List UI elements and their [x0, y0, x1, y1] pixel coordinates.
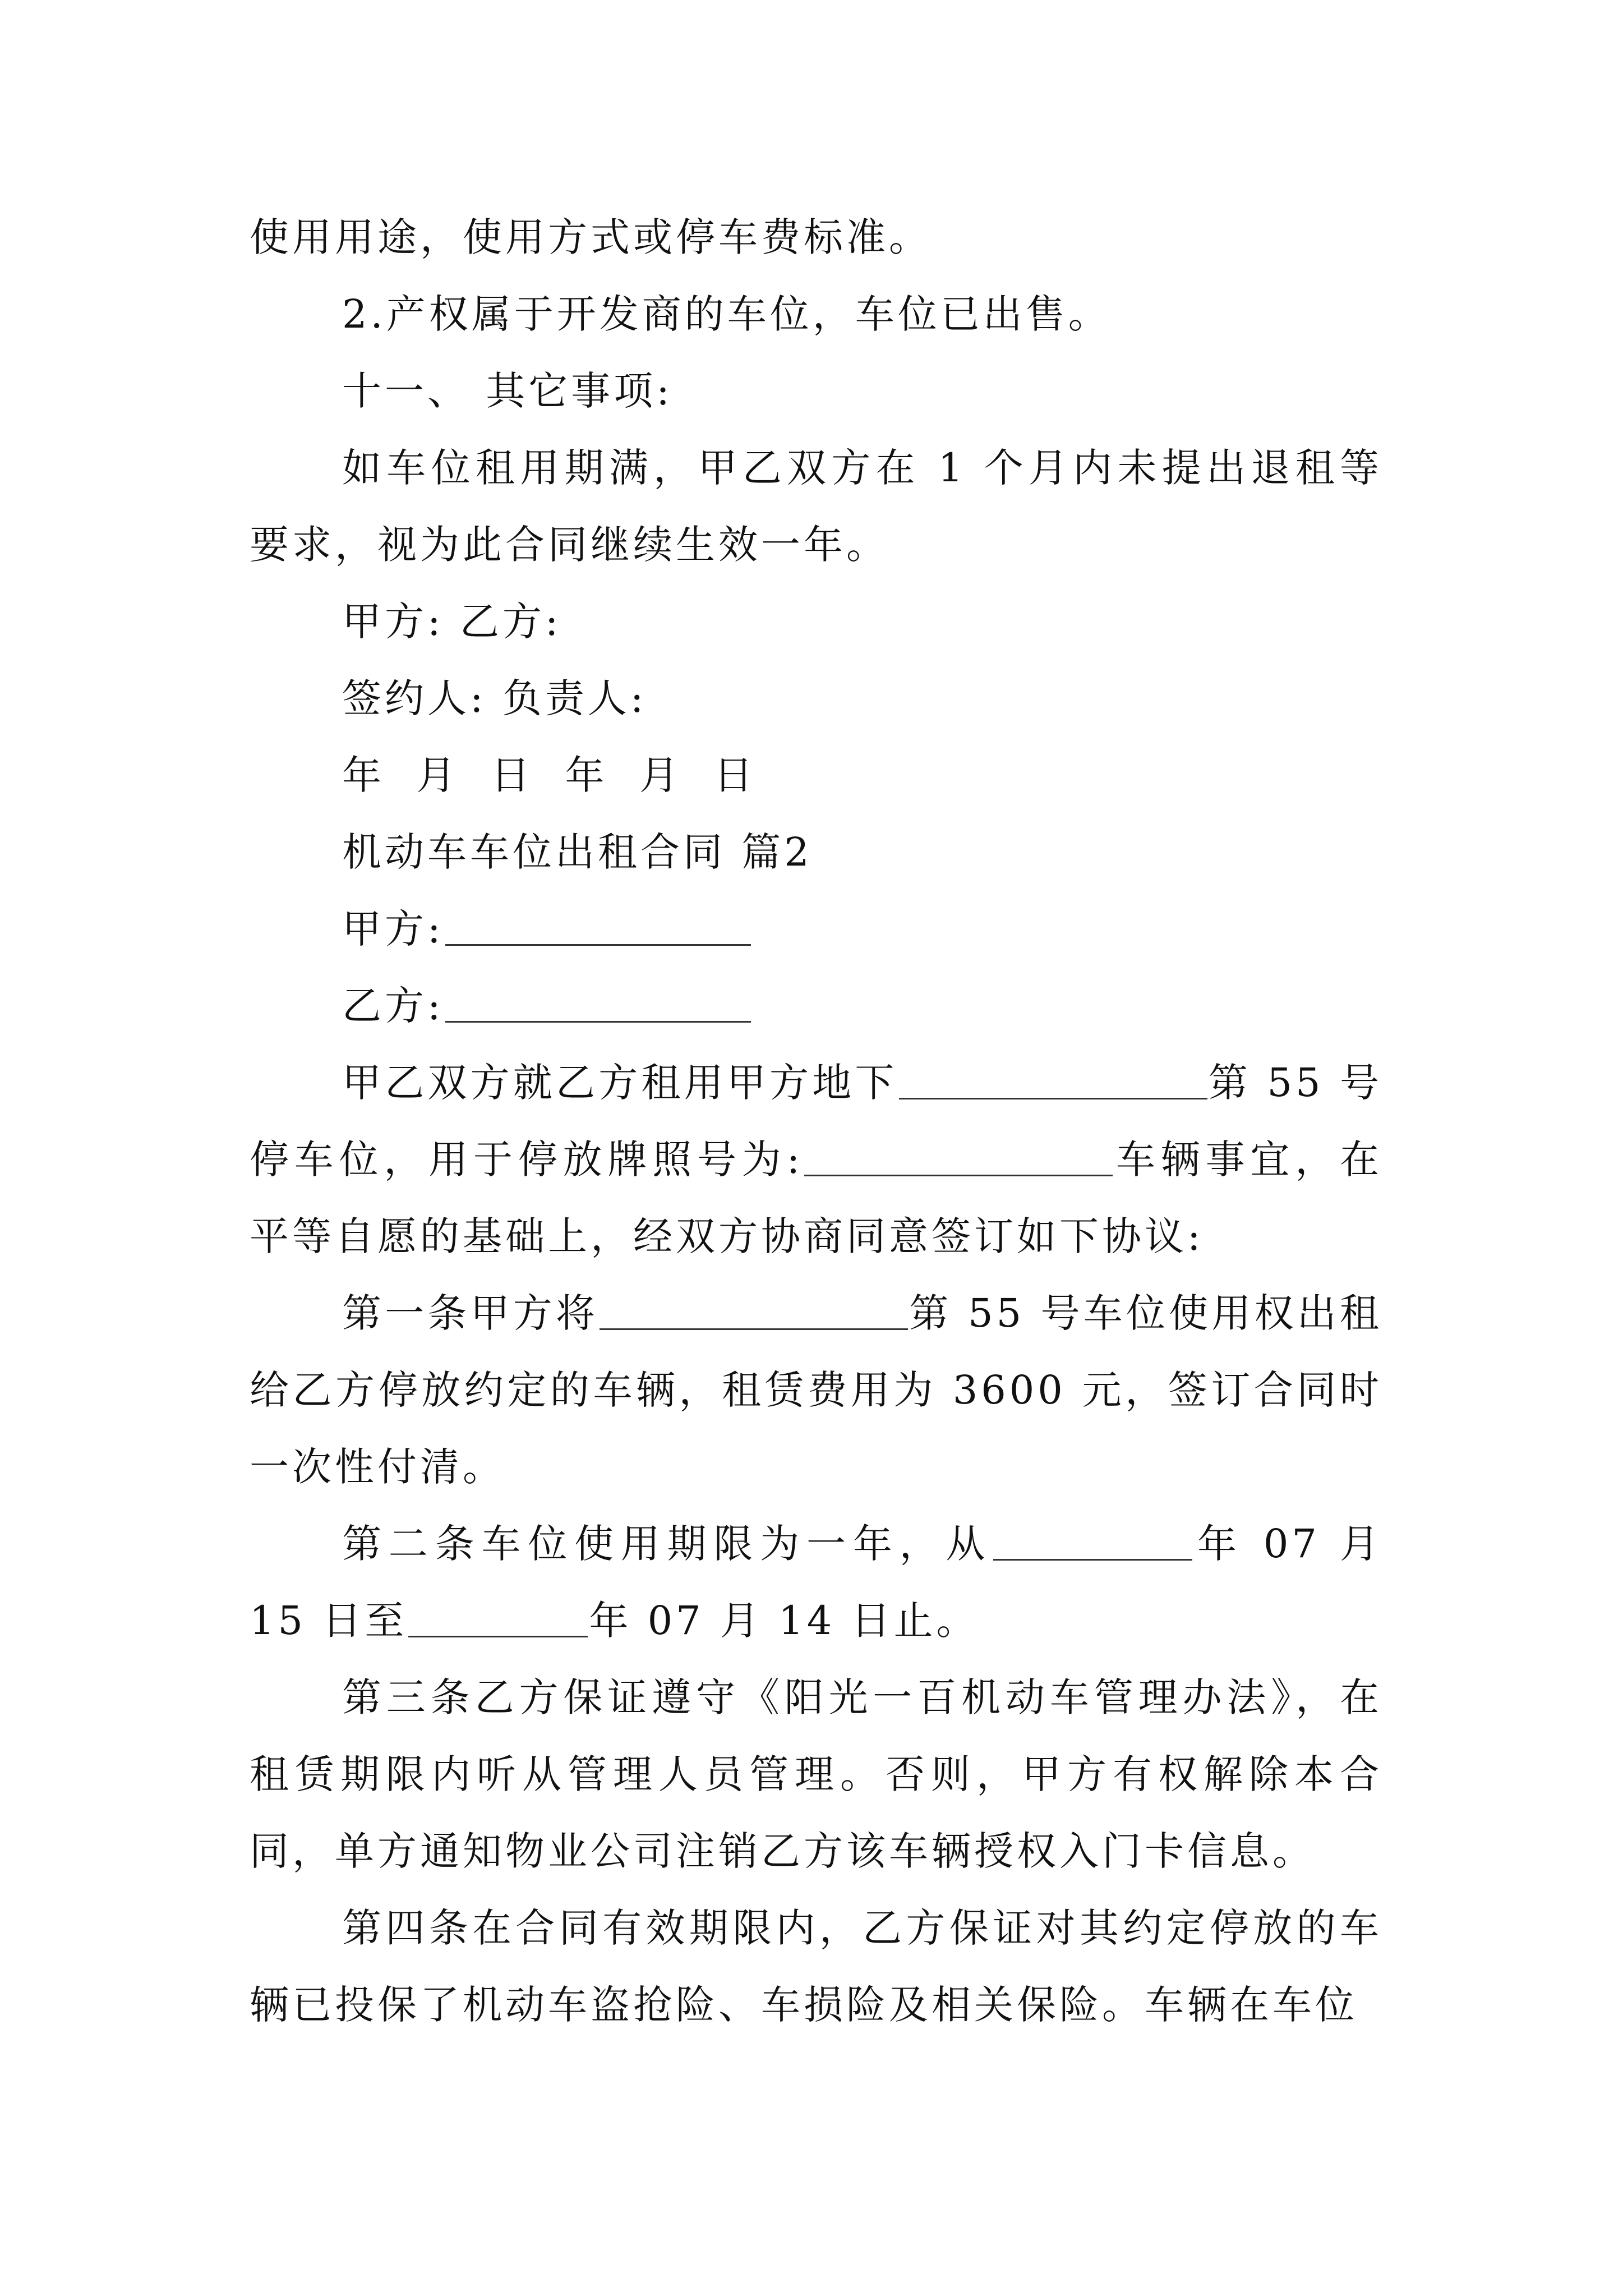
- article-1-text-a: 第一条甲方将: [342, 1290, 599, 1336]
- intro-text-b: 第 55 号停车位，用于停放牌照号为:: [250, 1060, 1383, 1182]
- intro-text-c: 车辆事宜，在平等自愿的基础上，经双方协商同意签订如下协议:: [250, 1137, 1382, 1259]
- paragraph-usage: 使用用途，使用方式或停车费标准。: [250, 214, 932, 260]
- article-2-text-a: 第二条车位使用期限为一年，从: [342, 1521, 993, 1567]
- paragraph-renewal: 如车位租用期满，甲乙双方在 1 个月内未提出退租等要求，视为此合同继续生效一年。: [250, 445, 1382, 568]
- section-heading-other-matters: 十一、 其它事项:: [342, 368, 673, 414]
- article-1-text-b: 第 55 号车位使用权出租给乙方停放约定的车辆，租赁费用为 3600 元，签订合同时一次性付清。: [250, 1290, 1383, 1490]
- paragraph-agreement-intro: [250, 1045, 1382, 1275]
- party-b-blank: [445, 982, 751, 1023]
- party-a-line: [250, 891, 1382, 968]
- signature-signers: 签约人: 负责人:: [342, 675, 647, 721]
- contract-title-part-2: 机动车车位出租合同 篇2: [342, 829, 813, 875]
- party-b-label: 乙方:: [342, 983, 444, 1029]
- article-2-text-c: 年 07 月 14 日止。: [589, 1598, 979, 1644]
- article-1: [250, 1275, 1382, 1506]
- article-2-text-b: 年 07 月 15 日至: [250, 1521, 1399, 1644]
- article-1-location-blank: [600, 1289, 908, 1330]
- article-4: 第四条在合同有效期限内，乙方保证对其约定停放的车辆已投保了机动车盗抢险、车损险及相关保险。车辆在车位: [250, 1905, 1382, 2028]
- article-3: 第三条乙方保证遵守《阳光一百机动车管理办法》，在租赁期限内听从管理人员管理。否则，甲方有权解除本合同，单方通知物业公司注销乙方该车辆授权入门卡信息。: [250, 1674, 1382, 1874]
- party-b-line: [250, 968, 1382, 1045]
- party-a-label: 甲方:: [342, 906, 444, 952]
- start-year-blank: [993, 1520, 1192, 1561]
- signature-dates: 年 月 日 年 月 日: [342, 752, 757, 798]
- paragraph-ownership: 2.产权属于开发商的车位，车位已出售。: [342, 291, 1111, 337]
- party-a-blank: [445, 905, 751, 946]
- end-year-blank: [408, 1596, 588, 1637]
- plate-number-blank: [804, 1135, 1113, 1176]
- document-page: [250, 199, 1399, 2044]
- signature-parties: 甲方: 乙方:: [342, 599, 562, 645]
- intro-text-a: 甲乙双方就乙方租用甲方地下: [342, 1060, 898, 1106]
- article-2: [250, 1506, 1399, 1659]
- location-blank: [899, 1059, 1207, 1099]
